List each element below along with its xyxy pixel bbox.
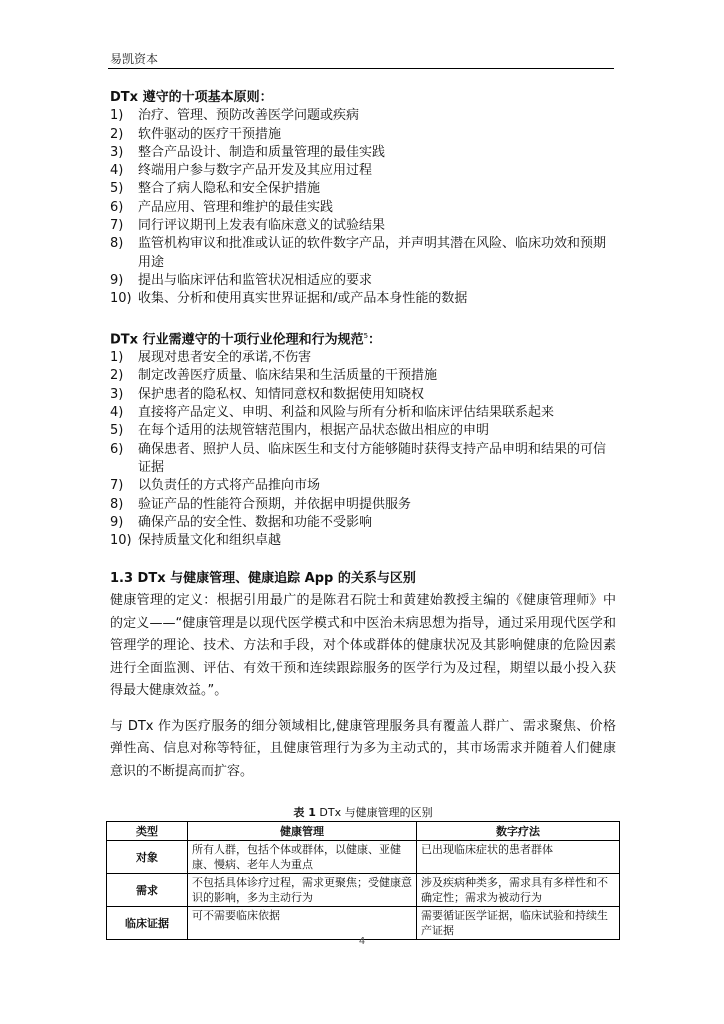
list-item: 2) 软件驱动的医疗干预措施 (110, 126, 282, 142)
paragraph-comparison: 与 DTx 作为医疗服务的细分领域相比,健康管理服务具有覆盖人群广、需求聚焦、价格弹性高、信息对称等特征，且健康管理行为多为主动式的，其市场需求并随着人们健康意识的不断提高而扩容。 (110, 718, 616, 779)
header-title: 易凯资本 (110, 52, 159, 66)
table-header-row (107, 822, 620, 841)
table-row (107, 841, 620, 874)
table-row (107, 874, 620, 907)
list-item: 10) 保持质量文化和组织卓越 (110, 533, 282, 549)
table-header-cell: 健康管理 (188, 822, 417, 841)
table-header-cell: 类型 (107, 822, 188, 841)
list-item: 6) 产品应用、管理和维护的最佳实践 (110, 199, 334, 215)
list-item: 7) 同行评议期刊上发表有临床意义的试验结果 (110, 218, 386, 234)
list-item: 7) 以负责任的方式将产品推向市场 (110, 478, 321, 494)
ethics-list (110, 349, 616, 550)
table-row-header: 对象 (107, 841, 188, 874)
list-item: 1) 展现对患者安全的承诺,不伤害 (110, 350, 312, 366)
table-cell: 需要循证医学证据，临床试验和持续生产证据 (417, 907, 620, 940)
document-body (110, 89, 616, 940)
list-item: 5) 在每个适用的法规管辖范围内，根据产品状态做出相应的申明 (110, 423, 490, 439)
footnote-ref: 5 (363, 331, 369, 340)
list-item: 9) 提出与临床评估和监管状况相适应的要求 (110, 272, 373, 288)
list-item: 10) 收集、分析和使用真实世界证据和/或产品本身性能的数据 (110, 291, 468, 307)
list-item: 3) 保护患者的隐私权、知情同意权和数据使用知晓权 (110, 386, 425, 402)
table-cell: 涉及疾病种类多，需求具有多样性和不确定性；需求为被动行为 (417, 874, 620, 907)
list-item: 9) 确保产品的安全性、数据和功能不受影响 (110, 514, 373, 530)
header-rule (108, 68, 614, 69)
list-item: 4) 直接将产品定义、申明、利益和风险与所有分析和临床评估结果联系起来 (110, 405, 555, 421)
table-row-header: 需求 (107, 874, 188, 907)
comparison-table (106, 821, 620, 940)
table-caption: 表 1 DTx 与健康管理的区别 (293, 806, 433, 820)
principles-list (110, 107, 616, 308)
list-item: 5) 整合了病人隐私和安全保护措施 (110, 181, 321, 197)
page-number: 4 (358, 936, 366, 947)
list-item: 8) 验证产品的性能符合预期，并依据申明提供服务 (110, 496, 412, 512)
table-header-cell: 数字疗法 (417, 822, 620, 841)
list-item: 1) 治疗、管理、预防改善医学问题或疾病 (110, 108, 360, 124)
section3-title: 1.3 DTx 与健康管理、健康追踪 App 的关系与区别 (110, 571, 416, 587)
table-cell: 已出现临床症状的患者群体 (417, 841, 620, 874)
table-cell: 不包括具体诊疗过程，需求更聚焦；受健康意识的影响，多为主动行为 (188, 874, 417, 907)
table-cell: 可不需要临床依据 (188, 907, 417, 940)
list-item: 2) 制定改善医疗质量、临床结果和生活质量的干预措施 (110, 368, 438, 384)
list-item: 3) 整合产品设计、制造和质量管理的最佳实践 (110, 144, 386, 160)
section1-title: DTx 遵守的十项基本原则： (110, 90, 273, 105)
table-row-header: 临床证据 (107, 907, 188, 940)
table-row (107, 907, 620, 940)
paragraph-definition: 健康管理的定义：根据引用最广的是陈君石院士和黄建始教授主编的《健康管理师》中的定义——“健康管理是以现代医学模式和中医治未病思想为指导，通过采用现代医学和管理学的理论、技术、方法和手段，对个体或群体的健康状况及其影响健康的危险因素进行全面监测、评估、有效干预和连续跟踪服务的医学行为及过程，期望以最小投入获得最大健康效益。”。 (110, 593, 616, 699)
list-item: 8) 监管机构审议和批准或认证的软件数字产品，并声明其潜在风险、临床功效和预期用途 (110, 236, 607, 270)
section2-title: DTx 行业需遵守的十项行业伦理和行为规范$^5$： (110, 331, 382, 347)
table-cell: 所有人群，包括个体或群体，以健康、亚健康、慢病、老年人为重点 (188, 841, 417, 874)
list-item: 4) 终端用户参与数字产品开发及其应用过程 (110, 163, 373, 179)
list-item: 6) 确保患者、照护人员、临床医生和支付方能够随时获得支持产品申明和结果的可信证据 (110, 441, 607, 475)
